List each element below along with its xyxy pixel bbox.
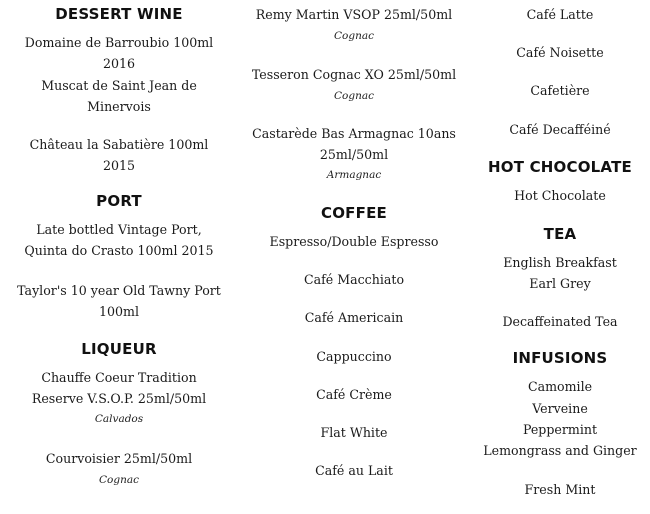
- menu-item: [0, 33, 238, 74]
- menu-item: Café Decafféiné: [509, 122, 611, 137]
- menu-item: Café Latte: [526, 7, 594, 22]
- item-type: Cognac: [334, 89, 374, 102]
- menu-item: Café au Lait: [315, 463, 393, 478]
- item-type: Cognac: [99, 473, 139, 486]
- menu-item: Espresso/Double Espresso: [269, 234, 439, 249]
- item-type: Calvados: [94, 413, 144, 425]
- item-name: Tesseron Cognac XO 25ml/50ml: [251, 67, 457, 82]
- item-type: Armagnac: [326, 169, 382, 181]
- menu-item: Decaffeinated Tea: [502, 314, 618, 329]
- item-type: Cognac: [334, 29, 374, 42]
- item-name: Remy Martin VSOP 25ml/50ml: [255, 7, 453, 22]
- menu-item: English Breakfast: [503, 255, 617, 270]
- menu-item: Cafetière: [530, 83, 590, 98]
- item-name: Domaine de Barroubio 100ml 2016: [24, 35, 214, 71]
- item-name: Taylor's 10 year Old Tawny Port 100ml: [17, 283, 221, 319]
- menu-item: Verveine: [532, 401, 588, 416]
- menu-item: Flat White: [320, 425, 388, 440]
- menu-item: [0, 76, 238, 117]
- section-heading-infusions: INFUSIONS: [512, 349, 608, 367]
- menu-item: [0, 135, 238, 176]
- item-name: Courvoisier 25ml/50ml: [45, 451, 193, 466]
- item-name: Castarède Bas Armagnac 10ans 25ml/50ml: [252, 126, 456, 162]
- section-heading-port: PORT: [96, 192, 142, 210]
- menu-item: Café Americain: [304, 310, 404, 325]
- menu-item: [238, 5, 470, 46]
- menu-item: Café Noisette: [516, 45, 604, 60]
- item-name: Late bottled Vintage Port, Quinta do Crasto 100ml 2015: [24, 222, 214, 258]
- section-heading-tea: TEA: [543, 225, 577, 243]
- menu-item: [238, 124, 470, 186]
- item-name: Muscat de Saint Jean de Minervois: [41, 78, 197, 114]
- menu-item: Camomile: [527, 379, 593, 394]
- menu-item: Café Macchiato: [303, 272, 405, 287]
- menu-item: Earl Grey: [529, 276, 591, 291]
- item-name: Chauffe Coeur Tradition Reserve V.S.O.P. 25ml/50ml: [31, 370, 207, 406]
- menu-item: Peppermint: [522, 422, 598, 437]
- menu-item: [0, 449, 238, 490]
- section-heading-dessert-wine: DESSERT WINE: [55, 5, 183, 23]
- menu-item: [238, 65, 470, 106]
- menu-item: Hot Chocolate: [514, 188, 606, 203]
- section-heading-hot-chocolate: HOT CHOCOLATE: [488, 158, 632, 176]
- menu-item: [0, 368, 238, 430]
- menu-item: Fresh Mint: [524, 482, 596, 497]
- section-heading-liqueur: LIQUEUR: [81, 340, 157, 358]
- section-heading-coffee: COFFEE: [321, 204, 387, 222]
- menu-item: [0, 220, 238, 261]
- menu-item: Lemongrass and Ginger: [483, 443, 637, 458]
- item-name: Château la Sabatière 100ml 2015: [29, 137, 209, 173]
- menu-item: [0, 281, 238, 322]
- menu-item: Café Crème: [316, 387, 392, 402]
- menu-item: Cappuccino: [316, 349, 392, 364]
